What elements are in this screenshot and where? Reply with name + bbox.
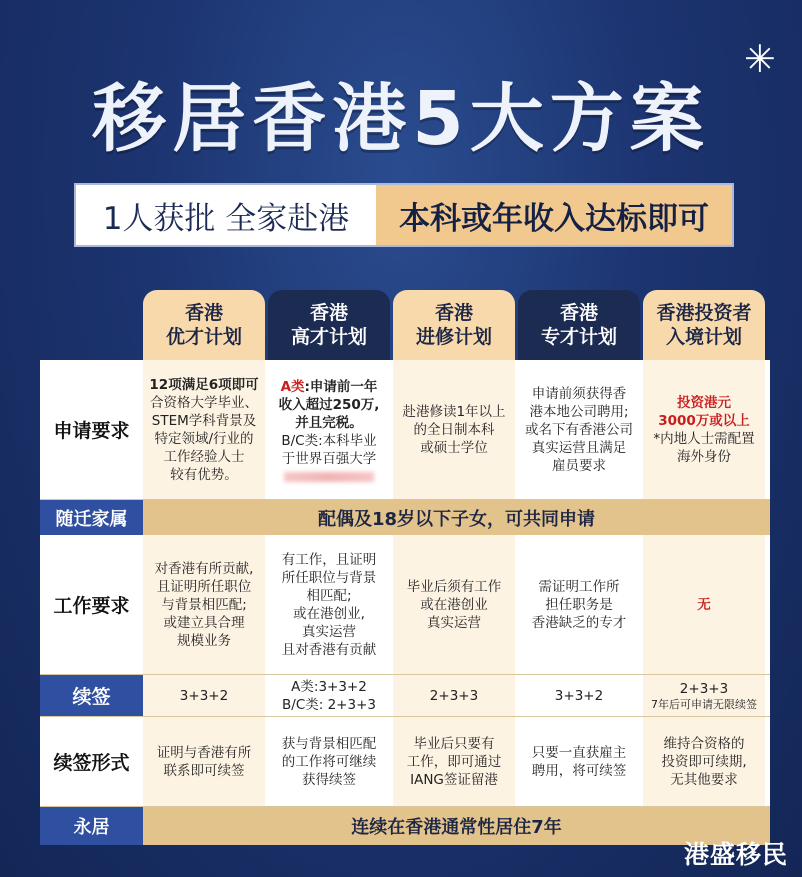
table-row-family: [40, 500, 770, 535]
table-row-pr: [40, 807, 770, 845]
cell-apply-talent: 12项满足6项即可 合资格大学毕业、 STEM学科背景及 特定领域/行业的 工作经验人士 较有优势。: [143, 360, 265, 499]
cell-apply-investor: 投资港元 3000万或以上 *内地人士需配置 海外身份: [643, 360, 765, 499]
cell-renew-top-talent: A类:3+3+2 B/C类: 2+3+3: [268, 675, 390, 716]
cell-renew-investor: 2+3+3 7年后可申请无限续签: [643, 675, 765, 716]
table-row-renew-form: [40, 717, 770, 807]
table-header: [143, 290, 770, 360]
comparison-table: [40, 290, 770, 845]
cell-work-talent: 对香港有所贡献, 且证明所任职位 与背景相匹配; 或建立具合理 规模业务: [143, 535, 265, 674]
column-header-study: 香港 进修计划: [393, 290, 515, 360]
column-header-professional: 香港 专才计划: [518, 290, 640, 360]
blurred-text: [284, 472, 374, 482]
subtitle-right: 本科或年收入达标即可: [376, 185, 732, 245]
cell-renew-form-top-talent: 获与背景相匹配 的工作将可继续 获得续签: [268, 717, 390, 806]
table-row-work: [40, 535, 770, 675]
cell-family: 配偶及18岁以下子女，可共同申请: [143, 500, 770, 535]
cell-renew-study: 2+3+3: [393, 675, 515, 716]
sparkle-icon: ✳: [744, 37, 776, 81]
row-label-renew-form: 续签形式: [40, 717, 143, 806]
cell-work-study: 毕业后须有工作 或在港创业 真实运营: [393, 535, 515, 674]
row-label-family: 随迁家属: [40, 500, 143, 535]
cell-renew-form-study: 毕业后只要有 工作，即可通过 IANG签证留港: [393, 717, 515, 806]
cell-renew-form-investor: 维持合资格的 投资即可续期, 无其他要求: [643, 717, 765, 806]
cell-renew-professional: 3+3+2: [518, 675, 640, 716]
cell-renew-talent: 3+3+2: [143, 675, 265, 716]
column-header-investor: 香港投资者 入境计划: [643, 290, 765, 360]
subtitle-left: 1人获批 全家赴港: [76, 185, 376, 245]
row-label-renew: 续签: [40, 675, 143, 716]
column-header-talent: 香港 优才计划: [143, 290, 265, 360]
cell-work-investor: 无: [643, 535, 765, 674]
cell-renew-form-talent: 证明与香港有所 联系即可续签: [143, 717, 265, 806]
cell-work-top-talent: 有工作，且证明 所任职位与背景 相匹配; 或在港创业, 真实运营 且对香港有贡献: [268, 535, 390, 674]
row-label-apply: 申请要求: [40, 360, 143, 499]
cell-renew-form-professional: 只要一直获雇主 聘用，将可续签: [518, 717, 640, 806]
table-row-apply: [40, 360, 770, 500]
cell-apply-professional: 申请前须获得香 港本地公司聘用; 或名下有香港公司 真实运营且满足 雇员要求: [518, 360, 640, 499]
column-header-top-talent: 香港 高才计划: [268, 290, 390, 360]
subtitle-bar: [74, 183, 734, 247]
row-label-pr: 永居: [40, 807, 143, 845]
row-label-work: 工作要求: [40, 535, 143, 674]
cell-pr: 连续在香港通常性居住7年: [143, 807, 770, 845]
page-title: 移居香港5大方案: [92, 76, 710, 162]
table-row-renew: [40, 675, 770, 717]
cell-work-professional: 需证明工作所 担任职务是 香港缺乏的专才: [518, 535, 640, 674]
cell-apply-study: 赴港修读1年以上 的全日制本科 或硕士学位: [393, 360, 515, 499]
brand-logo-text: 港盛移民: [683, 840, 788, 869]
cell-apply-top-talent: A类:申请前一年 收入超过250万, 并且完税。 B/C类:本科毕业 于世界百强大学: [268, 360, 390, 499]
